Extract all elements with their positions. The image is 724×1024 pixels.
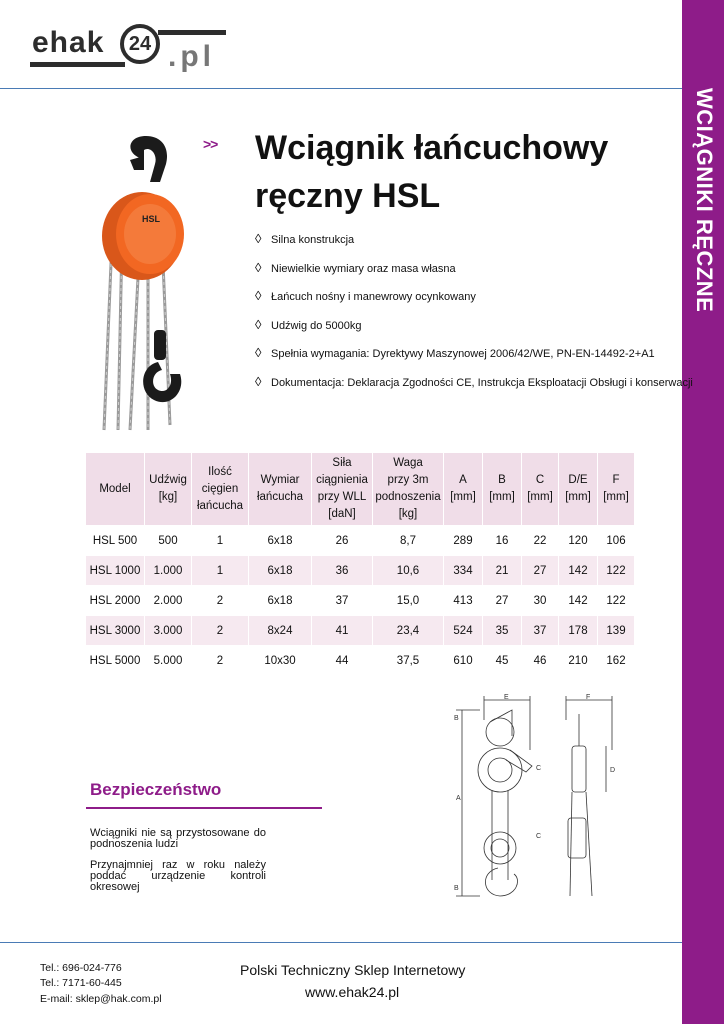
spec-column-header-line: Model [99,482,131,495]
feature-text: Spełnia wymagania: Dyrektywy Maszynowej 2006/42/WE, PN-EN-14492-2+A1 [271,348,655,360]
spec-table-cell: 413 [444,586,483,616]
spec-table-cell: 6x18 [249,586,312,616]
spec-column-header-line: [mm] [489,491,515,503]
spec-table-cell: 334 [444,556,483,586]
dim-label-b-bottom: B [454,885,459,892]
spec-table-cell: 122 [598,586,635,616]
spec-table-cell: 45 [483,646,522,676]
feature-item [255,288,655,320]
feature-item [255,231,655,263]
footer-phone-1: Tel.: 696-024-776 [40,962,122,974]
dim-label-a: A [456,795,461,802]
feature-text: Silna konstrukcja [271,234,355,246]
spec-table-cell: 2 [192,616,249,646]
spec-table-cell: 178 [559,616,598,646]
spec-table-cell: 610 [444,646,483,676]
spec-table-cell: 16 [483,526,522,556]
spec-table-cell: 37 [522,616,559,646]
spec-table-cell: 1 [192,526,249,556]
spec-column-header-line: [mm] [603,491,629,503]
logo-underline [30,62,125,67]
spec-table-cell: 5.000 [145,646,192,676]
logo-overline [158,30,226,35]
spec-column-header-line: C [535,474,545,486]
safety-heading: Bezpieczeństwo [90,780,222,799]
spec-table-cell: 500 [145,526,192,556]
spec-table-cell: 142 [559,586,598,616]
header-divider [0,88,682,89]
feature-text: Łańcuch nośny i manewrowy ocynkowany [271,291,476,303]
spec-table-cell: 6x18 [249,556,312,586]
spec-table-cell: 8x24 [249,616,312,646]
spec-column-header-line: [mm] [565,491,591,503]
footer-website-link[interactable]: www.ehak24.pl [305,984,400,1000]
spec-table-cell: 22 [522,526,559,556]
spec-table-cell: 139 [598,616,635,646]
footer-phone-2: Tel.: 7171-60-445 [40,977,122,989]
spec-table-cell: 162 [598,646,635,676]
spec-column-header-line: ciągnienia [316,474,368,486]
spec-table-cell: 3.000 [145,616,192,646]
feature-text: Dokumentacja: Deklaracja Zgodności CE, Instrukcja Eksploatacji Obsługi i konserwacji [271,376,693,389]
spec-table-cell: 289 [444,526,483,556]
spec-table-cell: 30 [522,586,559,616]
spec-column-header-line: Siła [332,457,352,469]
side-banner [682,0,724,1024]
feature-text: Niewielkie wymiary oraz masa własna [271,262,456,275]
spec-table-cell: HSL 500 [86,526,145,556]
dim-label-b-top: B [454,715,459,722]
footer-email[interactable]: E-mail: sklep@hak.com.pl [40,993,162,1005]
spec-table-cell: 122 [598,556,635,586]
spec-column-header-line: [mm] [450,491,476,503]
product-title [255,124,655,220]
spec-table [85,452,635,676]
safety-divider [86,807,322,809]
footer-divider [0,942,682,943]
spec-column-header [559,453,598,526]
spec-table-row [86,616,635,646]
spec-column-header-line: Waga [393,457,423,469]
spec-table-cell: 2 [192,646,249,676]
product-title-line1: Wciągnik łańcuchowy [255,129,609,167]
spec-table-cell: 10x30 [249,646,312,676]
spec-column-header-line: łańcucha [196,499,244,512]
feature-item [255,345,655,377]
dim-label-d: D [610,767,616,774]
spec-column-header-line: łańcucha [256,491,304,503]
diamond-icon: ◊ [255,231,262,246]
spec-table-cell: HSL 1000 [86,556,145,586]
spec-column-header-line: D/E [568,474,588,486]
hoist-label: HSL [142,214,160,224]
spec-table-cell: 2 [192,586,249,616]
spec-table-cell: 27 [522,556,559,586]
diamond-icon: ◊ [255,316,262,332]
spec-table-cell: 15,0 [373,586,444,616]
diamond-icon: ◊ [255,288,262,303]
spec-table-cell: 26 [312,526,373,556]
spec-table-cell: 37 [312,586,373,616]
spec-table-row [86,556,635,586]
spec-column-header [522,453,559,526]
spec-table-cell: HSL 3000 [86,616,145,646]
spec-table-cell: 35 [483,616,522,646]
spec-table-cell: HSL 5000 [86,646,145,676]
safety-note-1: Wciągniki nie są przystosowane do podnoszenia ludzi [90,827,266,850]
spec-column-header-line: cięgien [201,482,239,495]
product-title-line2: ręczny HSL [255,177,441,215]
spec-table-cell: 27 [483,586,522,616]
feature-text: Udźwig do 5000kg [271,319,362,332]
chain-hoist-image [100,130,190,435]
diamond-icon: ◊ [255,345,262,360]
spec-column-header [145,453,192,526]
spec-table-cell: 36 [312,556,373,586]
logo-text-domain: .pl [168,40,215,73]
spec-table-cell: 524 [444,616,483,646]
spec-table-cell: 1.000 [145,556,192,586]
feature-list [255,231,693,405]
spec-column-header-line: B [498,474,506,486]
spec-column-header [192,453,249,526]
feature-item [255,259,655,292]
spec-column-header-line: [kg] [398,508,418,520]
logo-number-badge: 24 [120,24,160,64]
spec-table-cell: 142 [559,556,598,586]
spec-table-cell: 6x18 [249,526,312,556]
spec-table-cell: 41 [312,616,373,646]
dim-label-e: E [504,694,509,701]
spec-column-header-line: Ilość [208,465,232,478]
spec-table-cell: 46 [522,646,559,676]
logo-text-main: ehak [32,26,105,59]
dim-label-c-top: C [536,765,542,772]
ehak24-logo[interactable] [30,22,230,72]
spec-column-header [249,453,312,526]
spec-table-row [86,586,635,616]
side-banner-text: WCIĄGNIKI RĘCZNE [692,88,717,313]
spec-table-cell: 120 [559,526,598,556]
spec-table-cell: 106 [598,526,635,556]
footer-shop-name: Polski Techniczny Sklep Internetowy [240,962,466,978]
dim-label-c-mid: C [536,833,542,840]
spec-column-header-line: F [612,474,620,486]
spec-column-header-line: A [459,474,467,486]
spec-column-header-line: [kg] [158,491,178,503]
spec-table-cell: 1 [192,556,249,586]
safety-note-2: Przynajmniej raz w roku należy poddać urządzenie kontroli okresowej [90,859,266,893]
spec-table-cell: HSL 2000 [86,586,145,616]
title-arrows-icon: >> [203,136,218,152]
spec-column-header-line: [mm] [527,491,553,503]
diamond-icon: ◊ [255,373,262,389]
spec-column-header [483,453,522,526]
spec-table-row [86,526,635,556]
spec-column-header [86,453,145,526]
feature-item [255,316,655,349]
spec-table-cell: 10,6 [373,556,444,586]
spec-column-header [373,453,444,526]
spec-column-header-line: Udźwig [149,474,187,486]
spec-table-cell: 8,7 [373,526,444,556]
spec-table-row [86,646,635,676]
spec-table-cell: 37,5 [373,646,444,676]
spec-column-header-line: [daN] [328,508,356,520]
spec-table-body [86,526,635,676]
spec-column-header-line: przy WLL [317,491,367,503]
spec-column-header-line: podnoszenia [375,491,441,503]
spec-column-header [444,453,483,526]
spec-column-header [598,453,635,526]
spec-table-cell: 2.000 [145,586,192,616]
spec-column-header-line: przy 3m [387,474,429,486]
spec-column-header [312,453,373,526]
dimension-drawing [440,690,630,910]
diamond-icon: ◊ [255,259,262,275]
dim-label-f: F [586,694,591,701]
feature-item [255,373,693,406]
spec-table-cell: 23,4 [373,616,444,646]
spec-table-cell: 44 [312,646,373,676]
spec-table-header-row [86,453,635,526]
spec-column-header-line: Wymiar [260,474,300,486]
spec-table-cell: 210 [559,646,598,676]
spec-table-cell: 21 [483,556,522,586]
